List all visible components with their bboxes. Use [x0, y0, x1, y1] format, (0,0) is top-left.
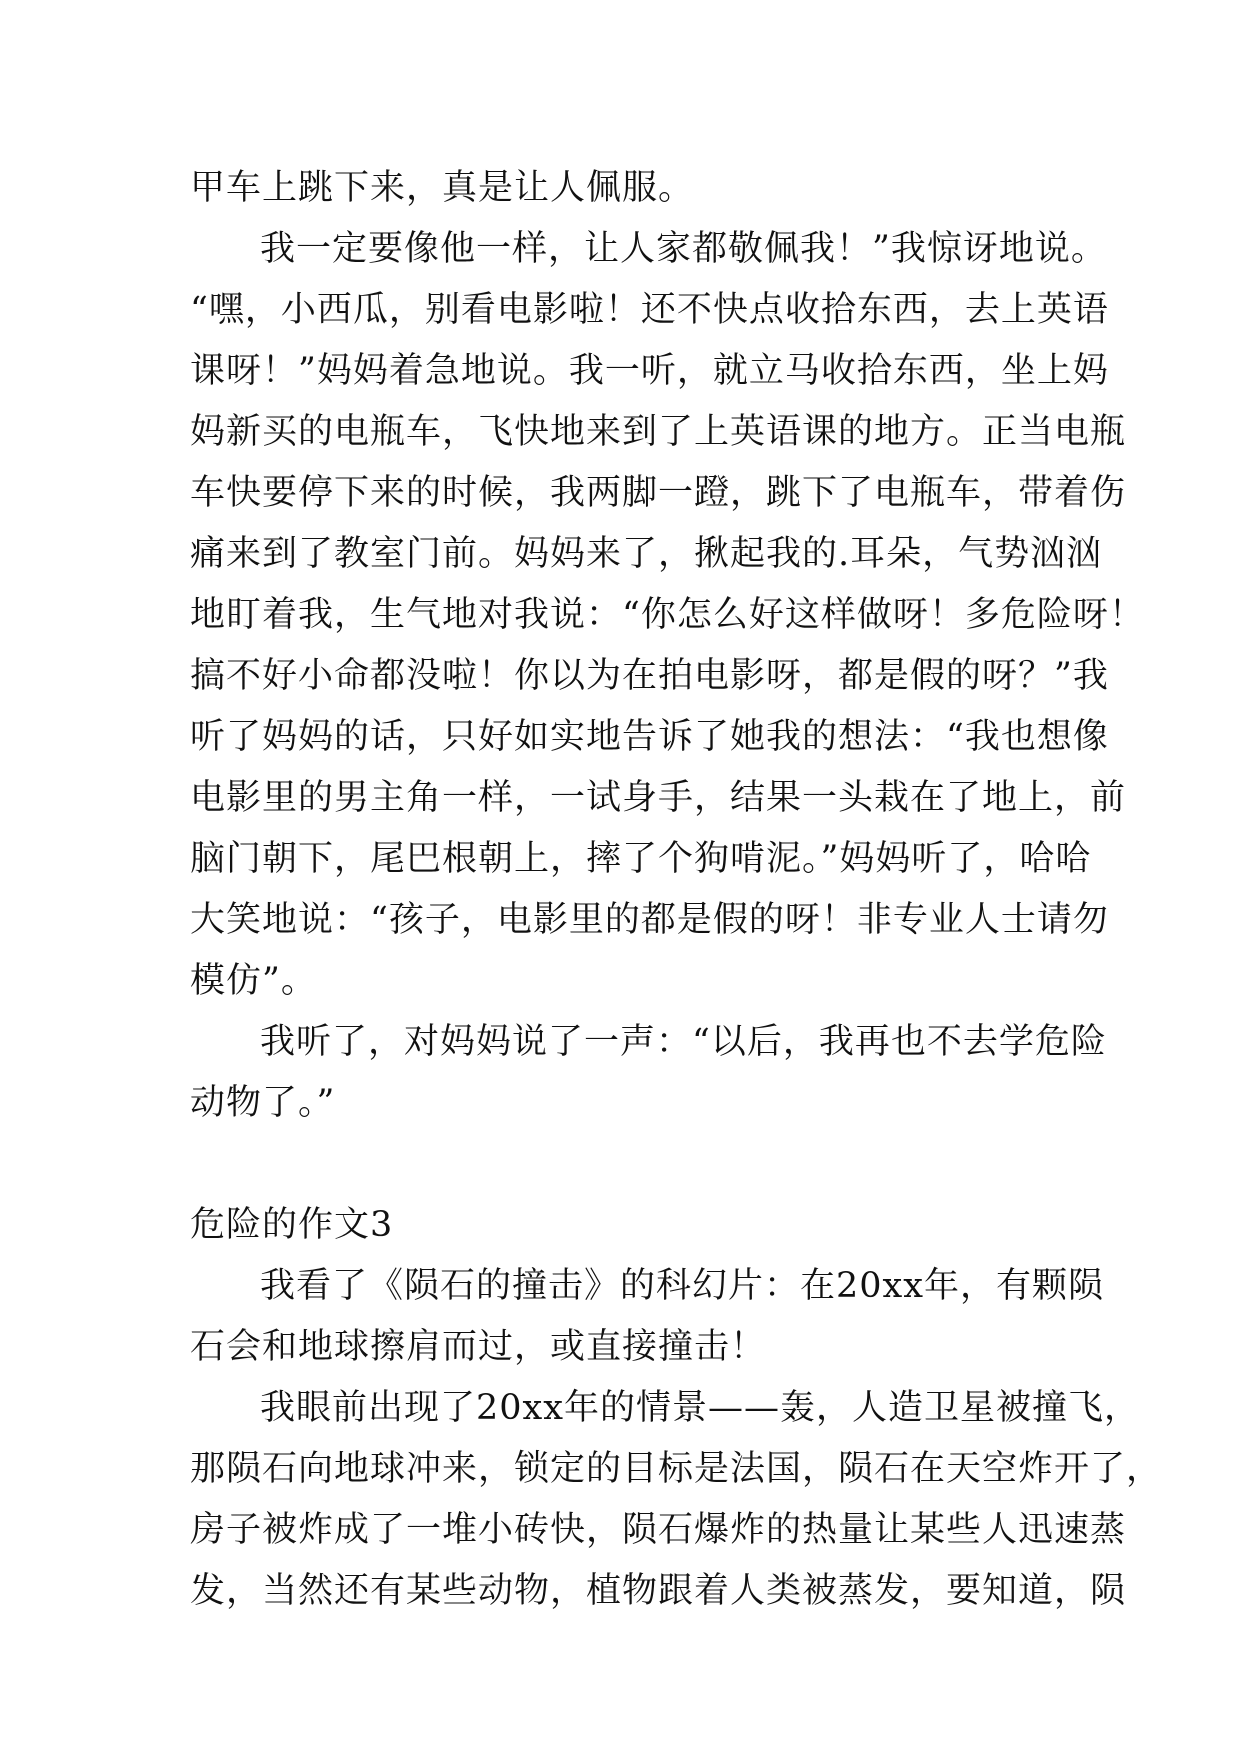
text-line: 脑门朝下，尾巴根朝上，摔了个狗啃泥。”妈妈听了，哈哈 [190, 839, 1092, 879]
text-line: 课呀！”妈妈着急地说。我一听，就立马收拾东西，坐上妈 [190, 351, 1109, 391]
text-line: 地盯着我，生气地对我说：“你怎么好这样做呀！多危险呀！ [190, 595, 1145, 635]
section-heading: 危险的作文3 [190, 1205, 394, 1245]
paragraph-start-line: 我听了，对妈妈说了一声：“以后，我再也不去学危险 [260, 1022, 1107, 1062]
text-line: 那陨石向地球冲来，锁定的目标是法国，陨石在天空炸开了， [190, 1449, 1163, 1489]
paragraph-start-line: 我一定要像他一样，让人家都敬佩我！”我惊讶地说。 [260, 229, 1107, 269]
text-line: 发，当然还有某些动物，植物跟着人类被蒸发，要知道，陨 [190, 1571, 1127, 1611]
text-line: 电影里的男主角一样，一试身手，结果一头栽在了地上，前 [190, 778, 1127, 818]
text-line: 动物了。” [190, 1083, 336, 1123]
text-line: 甲车上跳下来，真是让人佩服。 [190, 168, 695, 208]
text-line: 搞不好小命都没啦！你以为在拍电影呀，都是假的呀？”我 [190, 656, 1109, 696]
text-line: 妈新买的电瓶车，飞快地来到了上英语课的地方。正当电瓶 [190, 412, 1127, 452]
text-line: 大笑地说：“孩子，电影里的都是假的呀！非专业人士请勿 [190, 900, 1109, 940]
text-line: 痛来到了教室门前。妈妈来了，揪起我的.耳朵，气势汹汹 [190, 534, 1103, 574]
paragraph-start-line: 我看了《陨石的撞击》的科幻片：在20xx年，有颗陨 [260, 1266, 1105, 1306]
text-line: 石会和地球擦肩而过，或直接撞击！ [190, 1327, 767, 1367]
text-line: 听了妈妈的话，只好如实地告诉了她我的想法：“我也想像 [190, 717, 1109, 757]
text-line: 模仿”。 [190, 961, 317, 1001]
text-line: 车快要停下来的时候，我两脚一蹬，跳下了电瓶车，带着伤 [190, 473, 1127, 513]
section-spacer [190, 1134, 1054, 1195]
text-line: “嘿，小西瓜，别看电影啦！还不快点收拾东西，去上英语 [190, 290, 1109, 330]
paragraph-start-line: 我眼前出现了20xx年的情景——轰，人造卫星被撞飞， [260, 1388, 1141, 1428]
text-line: 房子被炸成了一堆小砖快，陨石爆炸的热量让某些人迅速蒸 [190, 1510, 1127, 1550]
document-body [190, 158, 1163, 1622]
